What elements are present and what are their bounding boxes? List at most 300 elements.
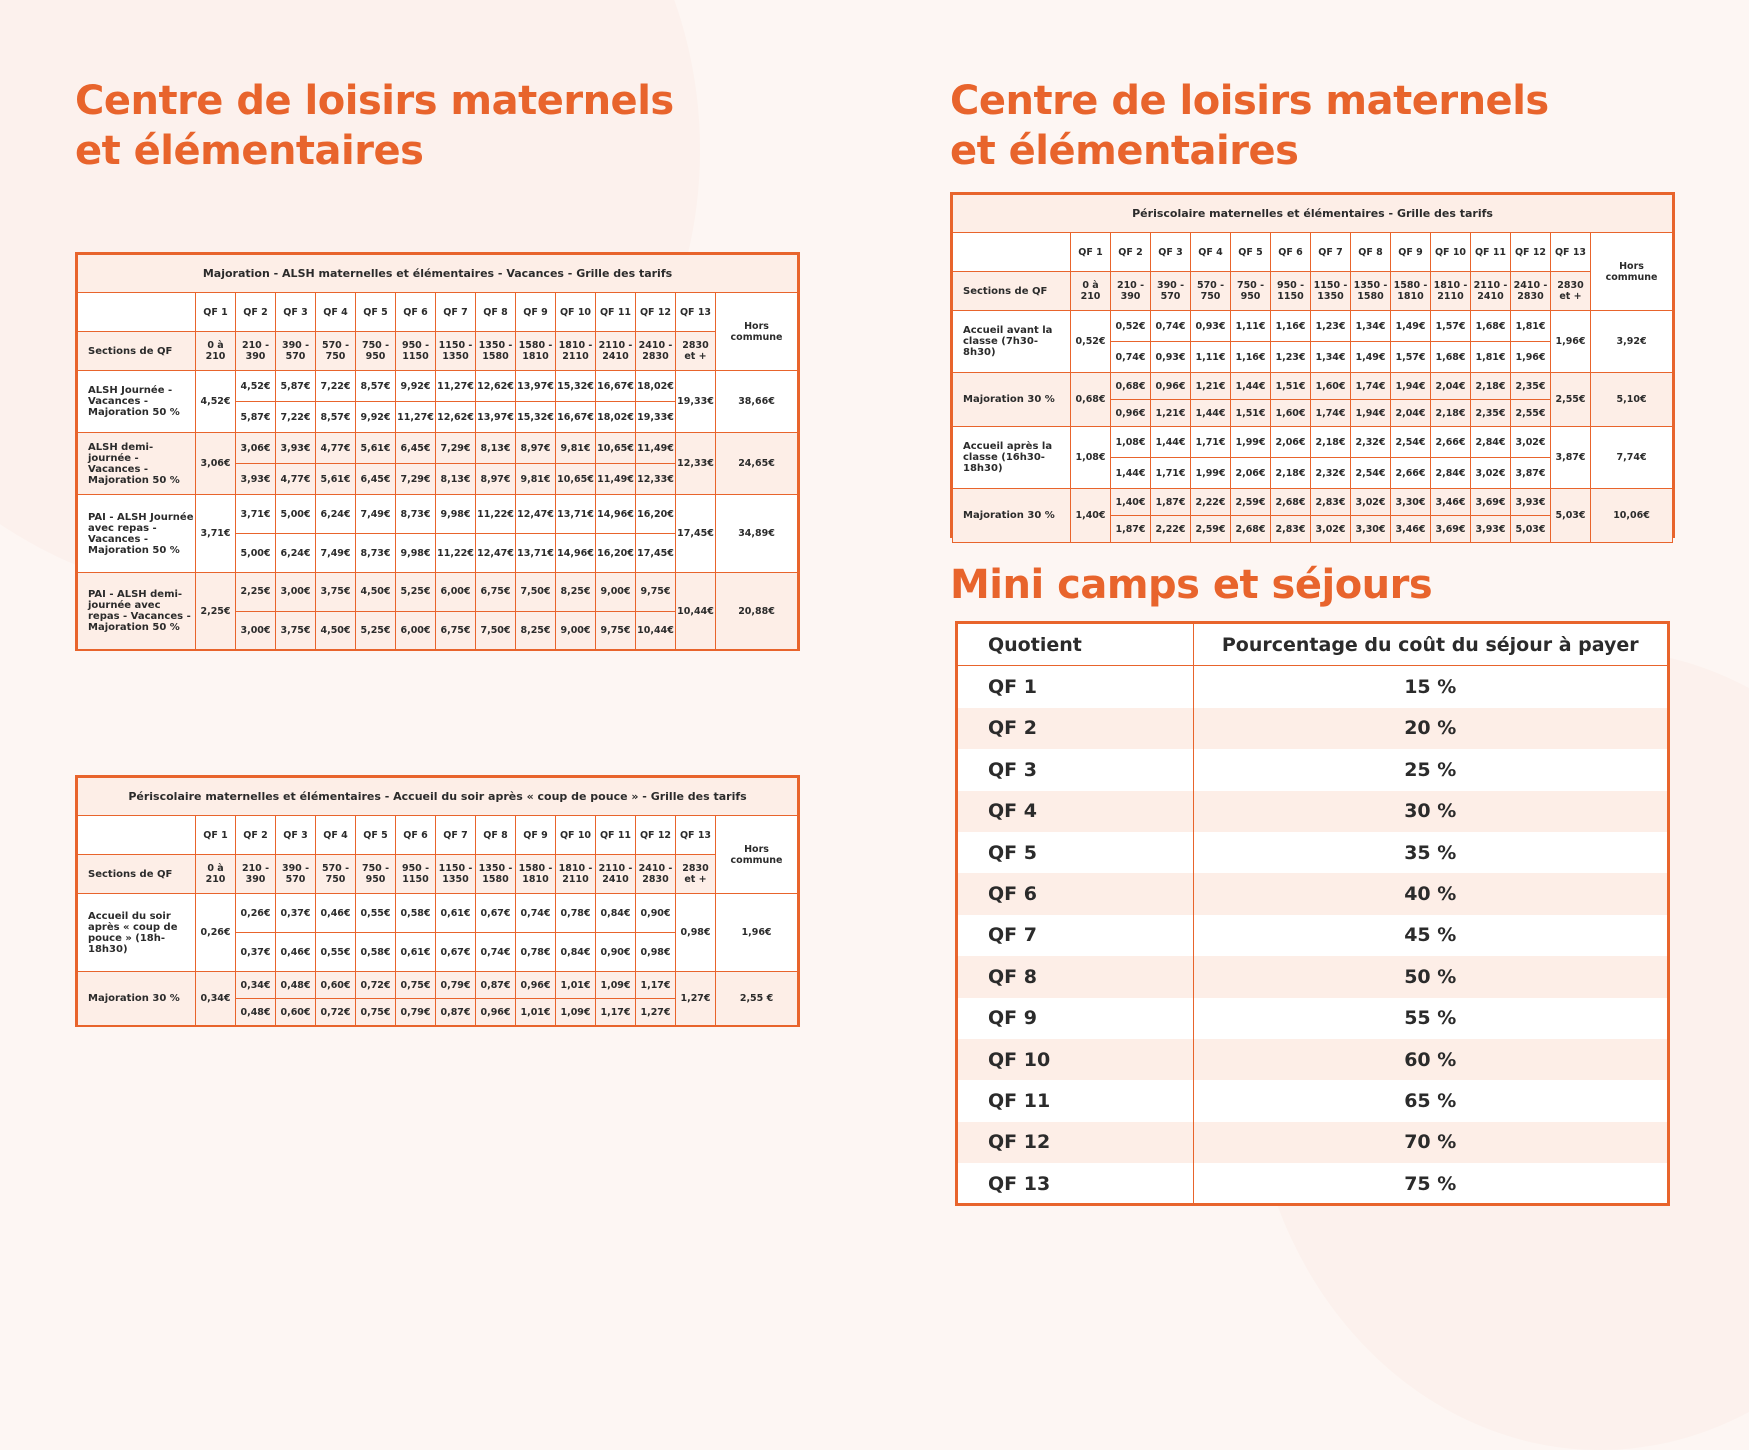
price-from: 6,24€ — [316, 495, 356, 534]
price-from: 14,96€ — [596, 495, 636, 534]
caption-row — [78, 255, 798, 293]
price-from: 3,46€ — [1431, 489, 1471, 516]
price-to: 13,71€ — [516, 534, 556, 573]
price-to: 7,29€ — [396, 464, 436, 495]
empty-cell — [78, 816, 196, 855]
qf-header: QF 4 — [1191, 233, 1231, 272]
price-from: 0,52€ — [1111, 311, 1151, 342]
price-to: 3,93€ — [1471, 516, 1511, 543]
price-to: 3,02€ — [1471, 458, 1511, 489]
price-from: 1,51€ — [1271, 373, 1311, 400]
price-from: 12,47€ — [516, 495, 556, 534]
price-from: 0,61€ — [436, 894, 476, 933]
section-range: 210 - 390 — [1111, 272, 1151, 311]
section-range: 570 - 750 — [316, 332, 356, 371]
table-row — [958, 666, 1667, 708]
price-from: 9,75€ — [636, 573, 676, 612]
qf13-value: 1,96€ — [1551, 311, 1591, 373]
price-to: 8,97€ — [476, 464, 516, 495]
price-from: 5,25€ — [396, 573, 436, 612]
qf1-value: 0,34€ — [196, 972, 236, 1026]
price-to: 0,48€ — [236, 999, 276, 1026]
qf13-value: 2,55€ — [1551, 373, 1591, 427]
qf13-value: 5,03€ — [1551, 489, 1591, 543]
section-range: 1810 - 2110 — [1431, 272, 1471, 311]
price-to: 16,67€ — [556, 402, 596, 433]
section-range: 210 - 390 — [236, 332, 276, 371]
hors-commune-value: 38,66€ — [716, 371, 798, 433]
row-label: Majoration 30 % — [953, 489, 1071, 543]
hors-commune-header: Hors commune — [716, 293, 798, 371]
section-range: 570 - 750 — [316, 855, 356, 894]
section-range: 1150 - 1350 — [436, 855, 476, 894]
price-to: 10,65€ — [556, 464, 596, 495]
table-row — [958, 1080, 1667, 1121]
price-from: 0,75€ — [396, 972, 436, 999]
price-to: 1,27€ — [636, 999, 676, 1026]
price-to: 11,22€ — [436, 534, 476, 573]
sections-row — [78, 855, 798, 894]
price-to: 0,84€ — [556, 933, 596, 972]
row-label: ALSH demi-journée - Vacances - Majoration 50 % — [78, 433, 196, 495]
quotient-cell: QF 11 — [958, 1080, 1193, 1121]
price-from: 7,50€ — [516, 573, 556, 612]
price-to: 1,21€ — [1151, 400, 1191, 427]
empty-cell — [78, 293, 196, 332]
price-from: 6,00€ — [436, 573, 476, 612]
qf1-value: 0,26€ — [196, 894, 236, 972]
price-from: 1,01€ — [556, 972, 596, 999]
price-to: 11,49€ — [596, 464, 636, 495]
table-row — [958, 708, 1667, 749]
table-row — [958, 749, 1667, 790]
price-to: 5,00€ — [236, 534, 276, 573]
caption-row — [78, 778, 798, 816]
price-from: 2,35€ — [1511, 373, 1551, 400]
price-from: 9,81€ — [556, 433, 596, 464]
qf-header: QF 10 — [1431, 233, 1471, 272]
price-from: 0,93€ — [1191, 311, 1231, 342]
qf-header-row — [78, 816, 798, 855]
qf-header: QF 9 — [516, 293, 556, 332]
price-to: 11,27€ — [396, 402, 436, 433]
price-to: 8,25€ — [516, 611, 556, 650]
price-from: 8,97€ — [516, 433, 556, 464]
price-from: 11,22€ — [476, 495, 516, 534]
section-range: 390 - 570 — [276, 332, 316, 371]
sections-label: Sections de QF — [78, 332, 196, 371]
quotient-cell: QF 12 — [958, 1122, 1193, 1163]
price-from: 11,27€ — [436, 371, 476, 402]
qf-header: QF 11 — [596, 816, 636, 855]
price-to: 2,55€ — [1511, 400, 1551, 427]
price-from: 3,02€ — [1511, 427, 1551, 458]
qf-header: QF 1 — [196, 293, 236, 332]
table-row — [958, 873, 1667, 914]
qf-header: QF 10 — [556, 293, 596, 332]
qf-header: QF 1 — [196, 816, 236, 855]
price-to: 2,84€ — [1431, 458, 1471, 489]
price-to: 12,62€ — [436, 402, 476, 433]
qf-header: QF 4 — [316, 816, 356, 855]
price-to: 3,46€ — [1391, 516, 1431, 543]
quotient-cell: QF 3 — [958, 749, 1193, 790]
section-range: 2110 - 2410 — [596, 855, 636, 894]
quotient-cell: QF 8 — [958, 956, 1193, 997]
qf-header: QF 9 — [516, 816, 556, 855]
table — [958, 624, 1667, 1204]
qf13-value: 1,27€ — [676, 972, 716, 1026]
table-caption: Majoration - ALSH maternelles et élémentaires - Vacances - Grille des tarifs — [78, 255, 798, 293]
price-from: 0,68€ — [1111, 373, 1151, 400]
price-from: 15,32€ — [556, 371, 596, 402]
table-row — [78, 495, 798, 534]
table-row — [78, 972, 798, 999]
price-from: 9,98€ — [436, 495, 476, 534]
qf-header: QF 7 — [1311, 233, 1351, 272]
price-from: 1,16€ — [1271, 311, 1311, 342]
section-range: 0 à 210 — [1071, 272, 1111, 311]
qf-header: QF 2 — [236, 816, 276, 855]
price-to: 1,71€ — [1151, 458, 1191, 489]
price-from: 0,72€ — [356, 972, 396, 999]
qf-header: QF 6 — [396, 293, 436, 332]
price-from: 0,74€ — [516, 894, 556, 933]
percentage-cell: 75 % — [1404, 1172, 1457, 1195]
section-range: 2410 - 2830 — [636, 855, 676, 894]
qf-header: QF 11 — [1471, 233, 1511, 272]
price-from: 1,87€ — [1151, 489, 1191, 516]
qf1-value: 0,68€ — [1071, 373, 1111, 427]
price-to: 3,02€ — [1311, 516, 1351, 543]
price-from: 5,61€ — [356, 433, 396, 464]
quotient-cell: QF 13 — [958, 1163, 1193, 1204]
header-row — [958, 624, 1667, 666]
price-from: 7,22€ — [316, 371, 356, 402]
qf-header: QF 5 — [356, 293, 396, 332]
price-to: 3,00€ — [236, 611, 276, 650]
hors-commune-value: 34,89€ — [716, 495, 798, 573]
row-label: PAI - ALSH Journée avec repas - Vacances - Majoration 50 % — [78, 495, 196, 573]
price-to: 1,96€ — [1511, 342, 1551, 373]
price-from: 3,06€ — [236, 433, 276, 464]
row-label: Majoration 30 % — [953, 373, 1071, 427]
right-page — [875, 0, 1749, 1241]
qf-header-row — [78, 293, 798, 332]
price-from: 9,92€ — [396, 371, 436, 402]
price-to: 14,96€ — [556, 534, 596, 573]
tariff-table-alsh — [75, 252, 800, 651]
price-to: 0,75€ — [356, 999, 396, 1026]
section-range: 2110 - 2410 — [596, 332, 636, 371]
section-range: 750 - 950 — [356, 332, 396, 371]
price-from: 5,00€ — [276, 495, 316, 534]
price-to: 1,11€ — [1191, 342, 1231, 373]
price-from: 10,65€ — [596, 433, 636, 464]
price-from: 2,18€ — [1311, 427, 1351, 458]
price-to: 0,37€ — [236, 933, 276, 972]
qf-header: QF 7 — [436, 293, 476, 332]
qf13-value: 3,87€ — [1551, 427, 1591, 489]
price-to: 1,44€ — [1111, 458, 1151, 489]
qf-header: QF 9 — [1391, 233, 1431, 272]
qf-header: QF 4 — [316, 293, 356, 332]
caption-row — [953, 195, 1673, 233]
hors-commune-value: 20,88€ — [716, 573, 798, 650]
price-from: 1,08€ — [1111, 427, 1151, 458]
price-to: 1,51€ — [1231, 400, 1271, 427]
price-from: 3,02€ — [1351, 489, 1391, 516]
quotient-cell: QF 1 — [958, 666, 1193, 708]
section-range: 1580 - 1810 — [516, 332, 556, 371]
table-row — [78, 894, 798, 933]
price-to: 7,22€ — [276, 402, 316, 433]
price-from: 7,29€ — [436, 433, 476, 464]
price-to: 9,75€ — [596, 611, 636, 650]
price-to: 1,23€ — [1271, 342, 1311, 373]
price-to: 2,59€ — [1191, 516, 1231, 543]
price-from: 2,06€ — [1271, 427, 1311, 458]
price-from: 2,68€ — [1271, 489, 1311, 516]
section-range: 1810 - 2110 — [556, 855, 596, 894]
table-row — [958, 832, 1667, 873]
qf1-value: 3,06€ — [196, 433, 236, 495]
price-to: 9,81€ — [516, 464, 556, 495]
sections-label: Sections de QF — [78, 855, 196, 894]
table-row — [958, 1039, 1667, 1080]
price-to: 6,24€ — [276, 534, 316, 573]
qf1-value: 1,40€ — [1071, 489, 1111, 543]
hors-commune-value: 10,06€ — [1591, 489, 1673, 543]
price-from: 8,57€ — [356, 371, 396, 402]
price-from: 13,97€ — [516, 371, 556, 402]
price-to: 3,69€ — [1431, 516, 1471, 543]
price-to: 4,77€ — [276, 464, 316, 495]
price-from: 8,73€ — [396, 495, 436, 534]
percentage-cell: 50 % — [1193, 956, 1667, 997]
quotient-cell: QF 9 — [958, 998, 1193, 1039]
price-to: 1,99€ — [1191, 458, 1231, 489]
section-range: 950 - 1150 — [1271, 272, 1311, 311]
price-to: 18,02€ — [596, 402, 636, 433]
price-to: 5,87€ — [236, 402, 276, 433]
price-to: 1,34€ — [1311, 342, 1351, 373]
empty-cell — [953, 233, 1071, 272]
qf-header: QF 8 — [476, 816, 516, 855]
quotient-cell: QF 10 — [958, 1039, 1193, 1080]
price-to: 5,25€ — [356, 611, 396, 650]
price-to: 7,49€ — [316, 534, 356, 573]
hors-commune-header: Hors commune — [1591, 233, 1673, 311]
table-row — [958, 1122, 1667, 1163]
price-from: 0,78€ — [556, 894, 596, 933]
qf-header: QF 2 — [1111, 233, 1151, 272]
percentage-cell: 20 % — [1193, 708, 1667, 749]
price-from: 0,34€ — [236, 972, 276, 999]
price-from: 0,60€ — [316, 972, 356, 999]
price-to: 15,32€ — [516, 402, 556, 433]
price-to: 8,73€ — [356, 534, 396, 573]
price-from: 2,54€ — [1391, 427, 1431, 458]
price-from: 0,58€ — [396, 894, 436, 933]
section-range: 570 - 750 — [1191, 272, 1231, 311]
percentage-header: Pourcentage du coût du séjour à payer — [1193, 624, 1667, 666]
price-from: 3,30€ — [1391, 489, 1431, 516]
price-from: 11,49€ — [636, 433, 676, 464]
price-from: 1,17€ — [636, 972, 676, 999]
price-from: 2,22€ — [1191, 489, 1231, 516]
price-to: 0,55€ — [316, 933, 356, 972]
price-from: 1,60€ — [1311, 373, 1351, 400]
qf-header: QF 6 — [1271, 233, 1311, 272]
price-from: 7,49€ — [356, 495, 396, 534]
price-to: 0,96€ — [476, 999, 516, 1026]
section-range: 1150 - 1350 — [1311, 272, 1351, 311]
price-from: 1,49€ — [1391, 311, 1431, 342]
section-range: 1350 - 1580 — [476, 332, 516, 371]
qf-header: QF 12 — [636, 293, 676, 332]
quotient-cell: QF 7 — [958, 915, 1193, 956]
section-range: 0 à 210 — [196, 855, 236, 894]
price-to: 1,17€ — [596, 999, 636, 1026]
tariff-table-periscolaire — [950, 192, 1675, 538]
price-to: 0,60€ — [276, 999, 316, 1026]
percentage-cell: 40 % — [1193, 873, 1667, 914]
table-row — [78, 433, 798, 464]
table-row — [953, 489, 1673, 516]
price-to: 2,18€ — [1271, 458, 1311, 489]
section-range: 1580 - 1810 — [1391, 272, 1431, 311]
section-range: 750 - 950 — [1231, 272, 1271, 311]
price-from: 1,71€ — [1191, 427, 1231, 458]
price-from: 0,67€ — [476, 894, 516, 933]
price-from: 2,25€ — [236, 573, 276, 612]
quotient-cell: QF 4 — [958, 791, 1193, 832]
section-range: 390 - 570 — [1151, 272, 1191, 311]
qf-header: QF 2 — [236, 293, 276, 332]
price-to: 2,32€ — [1311, 458, 1351, 489]
price-to: 0,90€ — [596, 933, 636, 972]
table-row — [958, 791, 1667, 832]
hors-commune-value: 7,74€ — [1591, 427, 1673, 489]
price-from: 1,40€ — [1111, 489, 1151, 516]
price-to: 9,92€ — [356, 402, 396, 433]
table-row — [953, 427, 1673, 458]
qf-header: QF 13 — [1551, 233, 1591, 272]
price-to: 0,93€ — [1151, 342, 1191, 373]
price-to: 1,87€ — [1111, 516, 1151, 543]
price-to: 8,13€ — [436, 464, 476, 495]
price-from: 1,57€ — [1431, 311, 1471, 342]
price-to: 0,74€ — [1111, 342, 1151, 373]
price-from: 13,71€ — [556, 495, 596, 534]
price-from: 2,04€ — [1431, 373, 1471, 400]
price-to: 0,46€ — [276, 933, 316, 972]
table-row — [78, 573, 798, 612]
hors-commune-value: 3,92€ — [1591, 311, 1673, 373]
price-from: 4,50€ — [356, 573, 396, 612]
qf1-value: 1,08€ — [1071, 427, 1111, 489]
section-range: 2110 - 2410 — [1471, 272, 1511, 311]
section-range: 950 - 1150 — [396, 332, 436, 371]
section-range: 210 - 390 — [236, 855, 276, 894]
price-to: 1,16€ — [1231, 342, 1271, 373]
quotient-cell: QF 6 — [958, 873, 1193, 914]
price-to: 3,30€ — [1351, 516, 1391, 543]
sections-label: Sections de QF — [953, 272, 1071, 311]
section-range: 2830 et + — [676, 855, 716, 894]
price-to: 1,01€ — [516, 999, 556, 1026]
row-label: Accueil avant la classe (7h30-8h30) — [953, 311, 1071, 373]
price-from: 0,84€ — [596, 894, 636, 933]
price-from: 1,94€ — [1391, 373, 1431, 400]
price-to: 2,35€ — [1471, 400, 1511, 427]
mini-camps-table — [955, 621, 1670, 1206]
price-from: 3,93€ — [1511, 489, 1551, 516]
qf1-value: 0,52€ — [1071, 311, 1111, 373]
price-from: 9,00€ — [596, 573, 636, 612]
price-to: 5,03€ — [1511, 516, 1551, 543]
qf-header: QF 6 — [396, 816, 436, 855]
price-from: 2,66€ — [1431, 427, 1471, 458]
price-to: 17,45€ — [636, 534, 676, 573]
table-row — [953, 373, 1673, 400]
price-to: 2,18€ — [1431, 400, 1471, 427]
table-row — [958, 998, 1667, 1039]
table — [77, 777, 798, 1026]
price-from: 8,13€ — [476, 433, 516, 464]
hors-commune-value: 1,96€ — [716, 894, 798, 972]
price-from: 0,26€ — [236, 894, 276, 933]
qf13-value: 17,45€ — [676, 495, 716, 573]
qf-header: QF 8 — [476, 293, 516, 332]
section-range: 390 - 570 — [276, 855, 316, 894]
qf-header: QF 10 — [556, 816, 596, 855]
qf-header: QF 12 — [1511, 233, 1551, 272]
price-to: 1,81€ — [1471, 342, 1511, 373]
qf1-value: 2,25€ — [196, 573, 236, 650]
sections-row — [953, 272, 1673, 311]
price-to: 1,60€ — [1271, 400, 1311, 427]
price-from: 0,90€ — [636, 894, 676, 933]
price-to: 10,44€ — [636, 611, 676, 650]
page-title: Centre de loisirs maternels et élémentaires — [950, 78, 1549, 174]
price-from: 1,81€ — [1511, 311, 1551, 342]
price-from: 1,23€ — [1311, 311, 1351, 342]
qf13-value: 0,98€ — [676, 894, 716, 972]
price-to: 1,74€ — [1311, 400, 1351, 427]
percentage-cell: 65 % — [1404, 1089, 1457, 1112]
price-to: 1,57€ — [1391, 342, 1431, 373]
percentage-cell: 15 % — [1404, 676, 1457, 699]
price-to: 2,54€ — [1351, 458, 1391, 489]
price-from: 3,71€ — [236, 495, 276, 534]
price-from: 12,62€ — [476, 371, 516, 402]
qf-header: QF 13 — [676, 293, 716, 332]
price-to: 2,04€ — [1391, 400, 1431, 427]
section-range: 2410 - 2830 — [1511, 272, 1551, 311]
price-from: 2,84€ — [1471, 427, 1511, 458]
price-to: 6,75€ — [436, 611, 476, 650]
section-range: 750 - 950 — [356, 855, 396, 894]
price-from: 6,45€ — [396, 433, 436, 464]
price-from: 0,55€ — [356, 894, 396, 933]
price-to: 4,50€ — [316, 611, 356, 650]
qf-header: QF 3 — [1151, 233, 1191, 272]
qf13-value: 19,33€ — [676, 371, 716, 433]
hors-commune-value: 2,55 € — [716, 972, 798, 1026]
price-from: 1,74€ — [1351, 373, 1391, 400]
